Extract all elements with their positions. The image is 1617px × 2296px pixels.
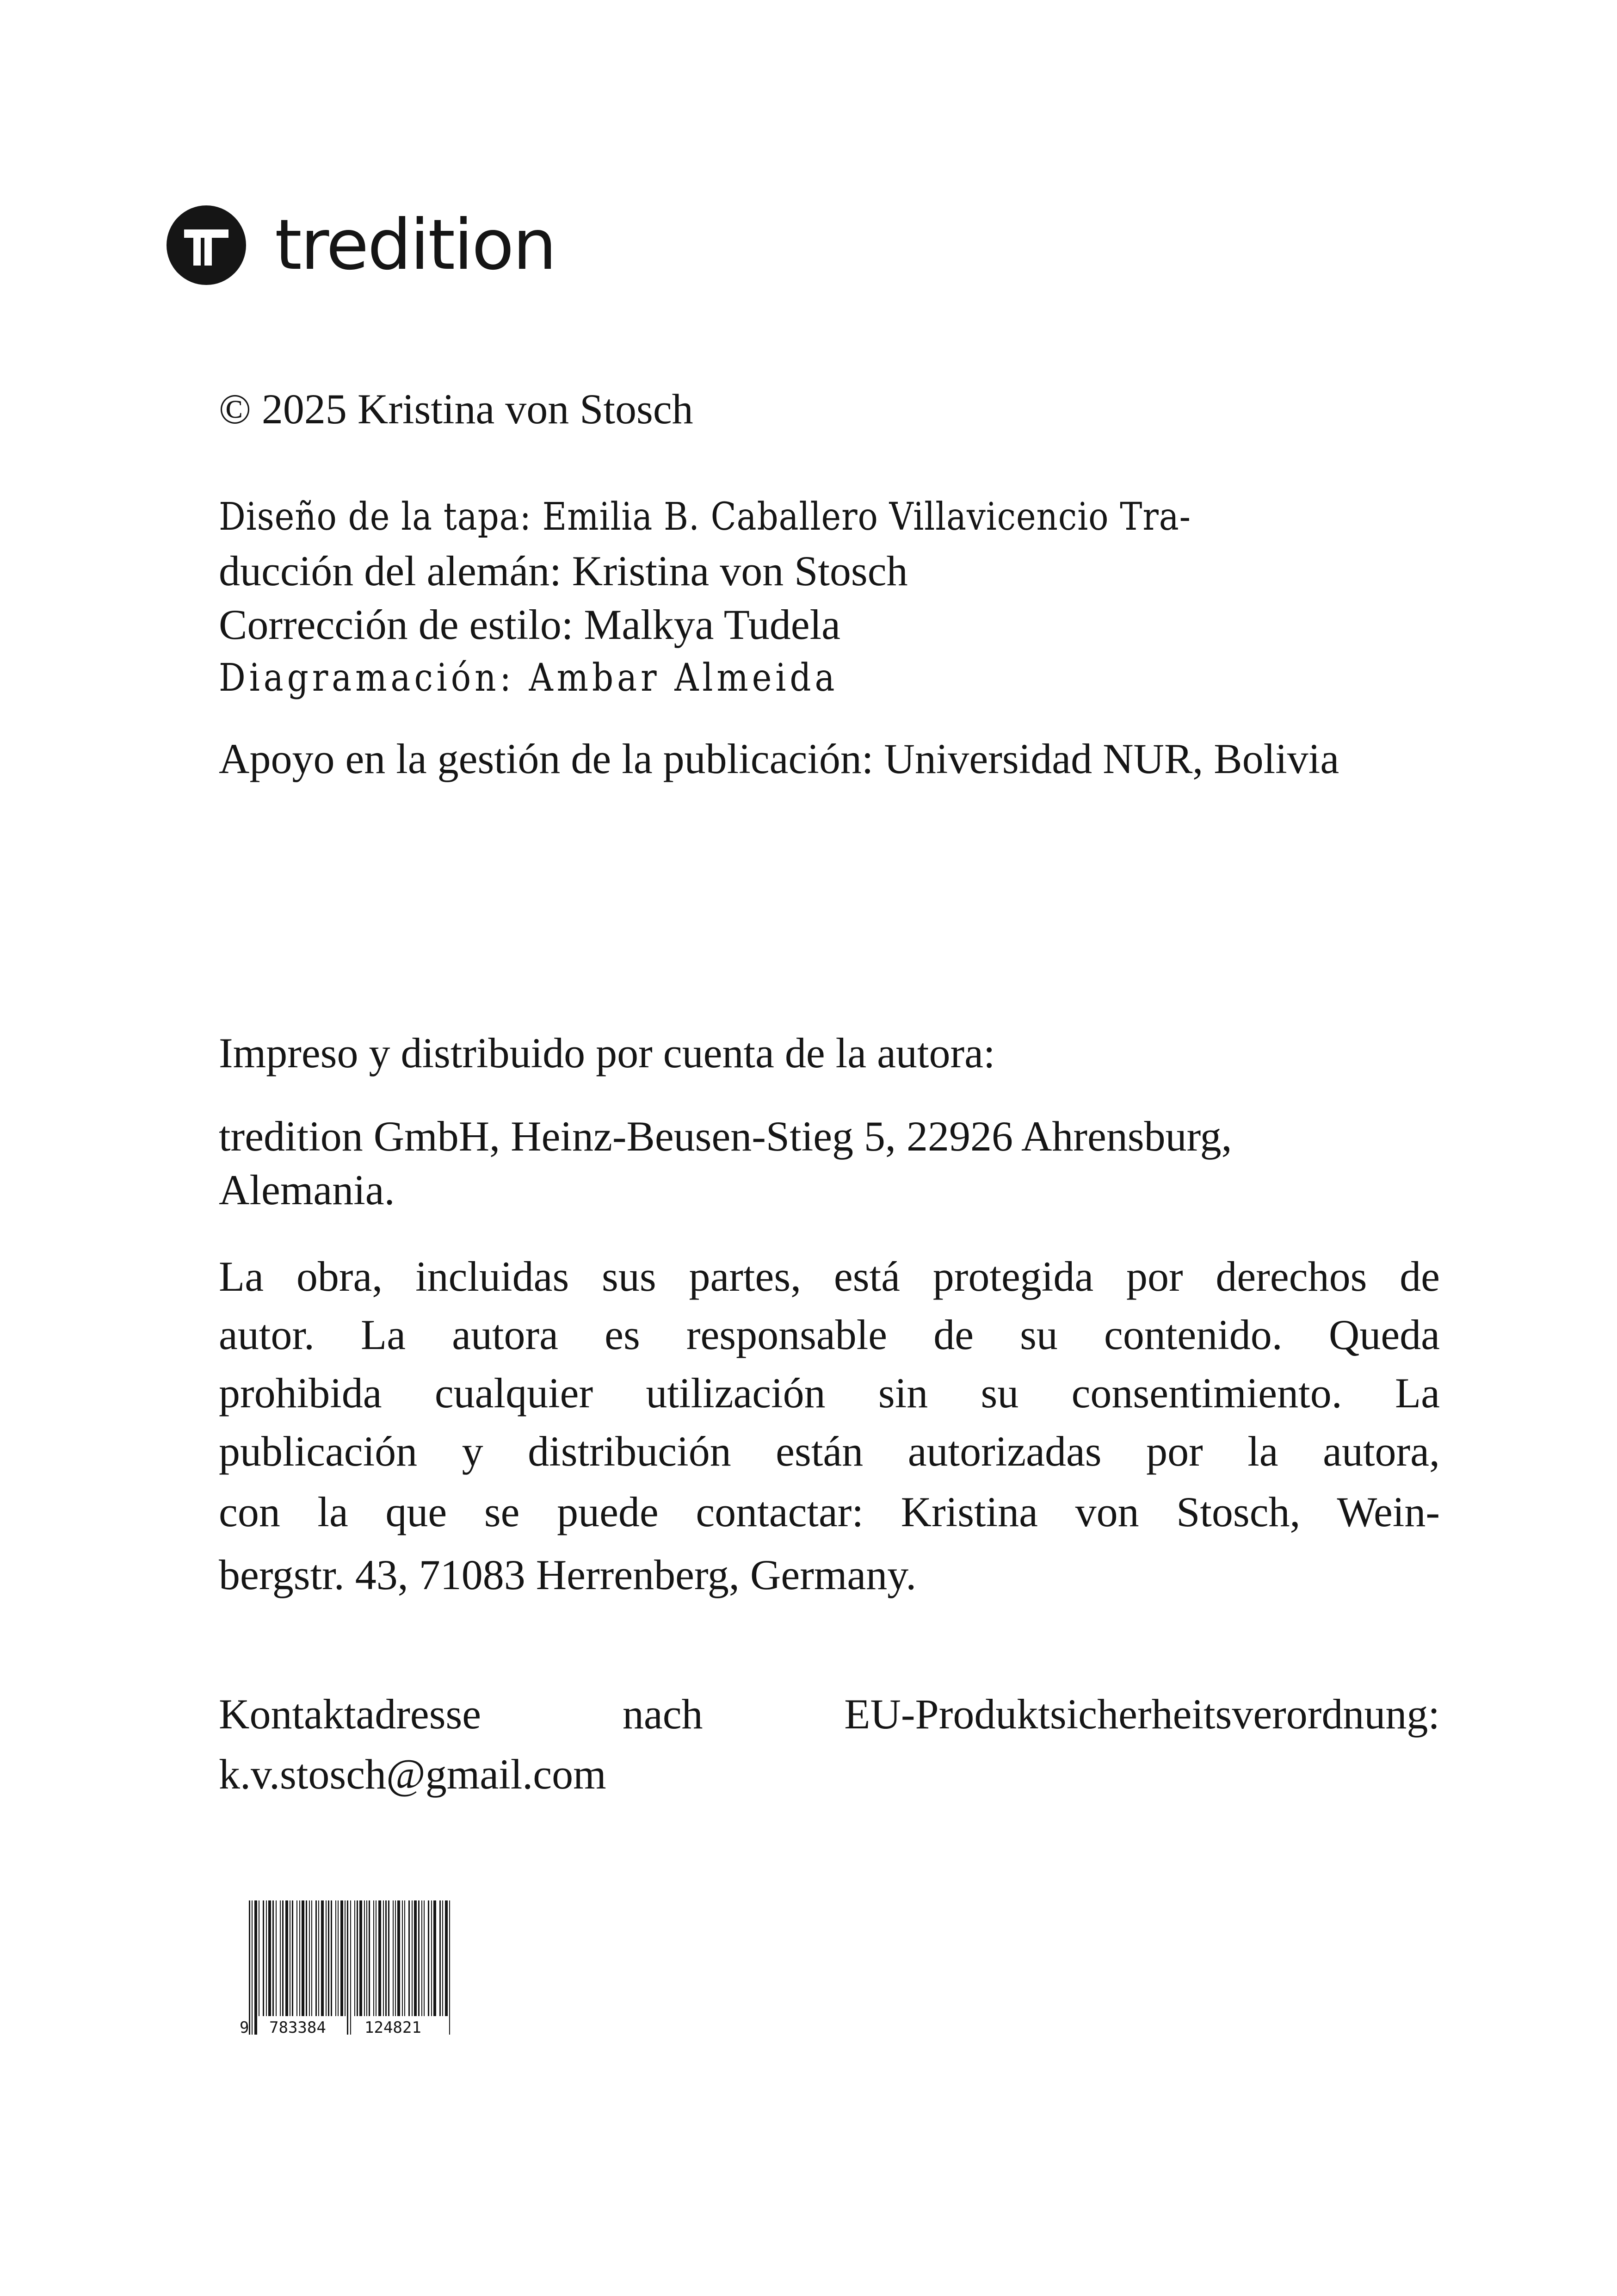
barcode-bar	[364, 1900, 365, 2016]
barcode-bar	[254, 1900, 257, 2035]
barcode-bar	[285, 1900, 288, 2016]
barcode-bar	[315, 1900, 317, 2016]
barcode-bar	[263, 1900, 264, 2016]
barcode-bar	[428, 1900, 429, 2016]
style-correction-line: Corrección de estilo: Malkya Tudela	[219, 601, 840, 648]
barcode-bar	[268, 1900, 271, 2016]
publisher-logo	[167, 204, 555, 287]
barcode-bar	[309, 1900, 310, 2016]
barcode-bar	[418, 1900, 420, 2016]
publication-support-line: Apoyo en la gestión de la publicación: Universidad NUR, Bolivia	[219, 735, 1339, 782]
rights-line: con la que se puede contactar: Kristina von Stosch, Wein-	[219, 1488, 1440, 1535]
logo-wordmark: tredition	[275, 205, 555, 285]
printer-address-line-2: Alemania.	[219, 1166, 395, 1213]
barcode-bar	[393, 1900, 394, 2016]
barcode-bar	[302, 1900, 304, 2016]
barcode-bar	[412, 1900, 413, 2016]
rights-line: autor. La autora es responsable de su contenido. Queda	[219, 1311, 1440, 1358]
printing-heading-block	[219, 1026, 1440, 1080]
barcode-lead-digit: 9	[240, 2018, 249, 2037]
barcode-bar	[366, 1900, 367, 2016]
credits-block	[219, 490, 1440, 705]
layout-line: Diagramación: Ambar Almeida	[219, 656, 839, 700]
barcode-bar	[318, 1900, 319, 2016]
barcode-bar	[354, 1900, 355, 2016]
copyright-line: © 2025 Kristina von Stosch	[219, 385, 693, 433]
printer-address-block	[219, 1109, 1440, 1217]
printing-heading: Impreso y distribuido por cuenta de la autora:	[219, 1029, 995, 1077]
barcode-bar	[439, 1900, 441, 2016]
barcode-bar	[340, 1900, 343, 2016]
barcode-bar	[338, 1900, 339, 2016]
barcode-bar	[442, 1900, 443, 2016]
barcode-bar	[402, 1900, 403, 2016]
barcode-bar	[292, 1900, 293, 2016]
barcode-bar	[445, 1900, 448, 2016]
barcode-bar	[345, 1900, 346, 2016]
rights-line: publicación y distribución están autorizadas por la autora,	[219, 1428, 1440, 1475]
contact-email: k.v.stosch@gmail.com	[219, 1751, 606, 1798]
barcode-bar	[299, 1900, 300, 2016]
barcode-bar	[350, 1900, 351, 2035]
barcode-bar	[335, 1900, 336, 2016]
rights-line: prohibida cualquier utilización sin su consentimiento. La	[219, 1369, 1440, 1417]
support-block	[219, 732, 1440, 786]
barcode-bar	[397, 1900, 400, 2016]
contact-block	[219, 1684, 1440, 1804]
barcode-bar	[306, 1900, 307, 2016]
barcode-bar	[369, 1900, 370, 2016]
translation-line: ducción del alemán: Kristina von Stosch	[219, 547, 908, 594]
barcode-bar	[326, 1900, 327, 2016]
barcode-bar	[252, 1900, 253, 2035]
barcode-bar	[424, 1900, 425, 2016]
barcode-bar	[414, 1900, 417, 2016]
barcode-bar	[321, 1900, 324, 2016]
barcode-bar	[276, 1900, 277, 2016]
isbn-barcode	[240, 1900, 458, 2039]
printer-address-line-1: tredition GmbH, Heinz-Beusen-Stieg 5, 22926 Ahrensburg,	[219, 1113, 1232, 1160]
cover-design-line: Diseño de la tapa: Emilia B. Caballero Villavicencio Tra-	[219, 495, 1191, 539]
barcode-bar	[395, 1900, 396, 2016]
barcode-bar	[266, 1900, 267, 2016]
barcode-bar	[431, 1900, 432, 2016]
barcode-bar	[378, 1900, 381, 2016]
barcode-bar	[359, 1900, 362, 2016]
barcode-bar	[383, 1900, 384, 2016]
tredition-t-icon	[167, 205, 246, 285]
barcode-bar	[296, 1900, 297, 2016]
barcode-bar	[328, 1900, 329, 2016]
barcode-bar	[373, 1900, 374, 2016]
barcode-bar	[282, 1900, 284, 2016]
rights-paragraph	[219, 1247, 1440, 1606]
barcode-left-digits: 783384	[269, 2018, 326, 2037]
barcode-bar	[404, 1900, 405, 2016]
contact-label: Kontaktadresse nach EU-Produktsicherheitsverordnung:	[219, 1690, 1440, 1738]
barcode-bar	[388, 1900, 389, 2016]
barcode-bar	[433, 1900, 436, 2016]
barcode-bar	[385, 1900, 387, 2016]
barcode-bar	[421, 1900, 422, 2016]
barcode-bar	[249, 1900, 250, 2035]
barcode-bar	[408, 1900, 410, 2016]
barcode-bar	[272, 1900, 274, 2016]
barcode-bar	[331, 1900, 332, 2016]
copyright-block	[219, 382, 1440, 436]
barcode-bar	[357, 1900, 358, 2016]
barcode-bar	[347, 1900, 348, 2035]
rights-line: bergstr. 43, 71083 Herrenberg, Germany.	[219, 1551, 917, 1598]
barcode-bar	[280, 1900, 281, 2016]
barcode-bars	[249, 1900, 450, 2035]
rights-line: La obra, incluidas sus partes, está protegida por derechos de	[219, 1253, 1440, 1300]
barcode-right-digits: 124821	[364, 2018, 421, 2037]
barcode-bar	[449, 1900, 450, 2035]
barcode-bar	[311, 1900, 312, 2016]
